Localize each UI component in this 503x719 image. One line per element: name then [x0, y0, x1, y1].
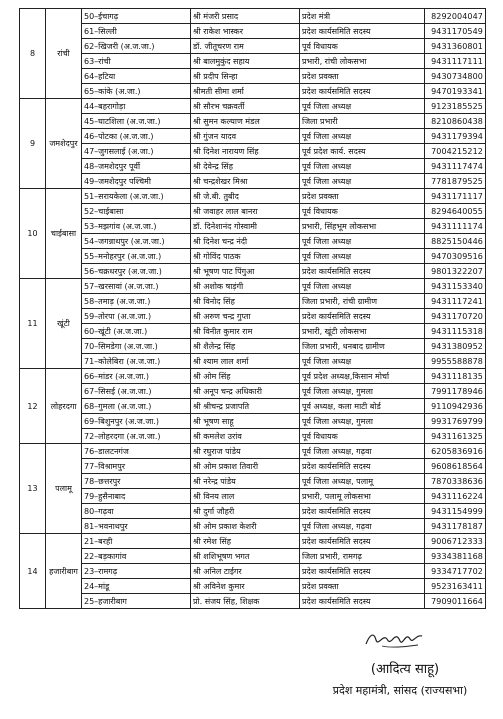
table-row	[20, 489, 486, 504]
designation-cell: जिला प्रभारी	[300, 114, 425, 129]
person-name-cell: श्री ओम सिंह	[191, 369, 300, 384]
phone-cell: 9608618564	[425, 459, 486, 474]
phone-cell: 9431380952	[425, 339, 486, 354]
person-name-cell: प्रो. संजय सिंह, शिक्षक	[191, 594, 300, 609]
person-name-cell: श्री भूषण साहू	[191, 414, 300, 429]
designation-cell: जिला प्रभारी, धनबाद ग्रामीण	[300, 339, 425, 354]
table-row	[20, 69, 486, 84]
constituency-cell: 50–ईचागढ़	[82, 9, 191, 24]
table-row	[20, 279, 486, 294]
phone-cell: 9430734800	[425, 69, 486, 84]
person-name-cell: श्री रमेश सिंह	[191, 534, 300, 549]
person-name-cell: श्री राकेश भास्कर	[191, 24, 300, 39]
person-name-cell: श्री अशोक षाड़ंगी	[191, 279, 300, 294]
designation-cell: प्रभारी, सिंहभूम लोकसभा	[300, 219, 425, 234]
phone-cell: 9431117241	[425, 294, 486, 309]
designation-cell: प्रदेश कार्यसमिति सदस्य	[300, 594, 425, 609]
constituency-cell: 59–तोरपा (अ.ज.जा.)	[82, 309, 191, 324]
table-row	[20, 369, 486, 384]
person-name-cell: श्री कमलेश उरांव	[191, 429, 300, 444]
designation-cell: पूर्व जिला अध्यक्ष, गुमला	[300, 414, 425, 429]
constituency-table	[19, 8, 486, 609]
phone-cell: 9523163411	[425, 579, 486, 594]
person-name-cell: श्री दिनेश चन्द्र नंदी	[191, 234, 300, 249]
designation-cell: प्रदेश प्रवक्ता	[300, 579, 425, 594]
district-cell: लोहरदगा	[46, 369, 82, 444]
person-name-cell: श्री सुमन कल्याण मंडल	[191, 114, 300, 129]
phone-cell: 7991178946	[425, 384, 486, 399]
constituency-cell: 21–बरही	[82, 534, 191, 549]
serial-number-cell: 9	[20, 99, 46, 189]
district-cell: पलामू	[46, 444, 82, 534]
serial-number-cell: 12	[20, 369, 46, 444]
phone-cell: 9431115318	[425, 324, 486, 339]
person-name-cell: श्री विनय लाल	[191, 489, 300, 504]
constituency-cell: 57–खरसावां (अ.ज.जा.)	[82, 279, 191, 294]
table-row	[20, 534, 486, 549]
designation-cell: प्रदेश कार्यसमिति सदस्य	[300, 264, 425, 279]
designation-cell: पूर्व जिला अध्यक्ष	[300, 279, 425, 294]
table-row	[20, 114, 486, 129]
phone-cell: 8292004047	[425, 9, 486, 24]
table-row	[20, 324, 486, 339]
table-row	[20, 144, 486, 159]
district-cell: हजारीबाग	[46, 534, 82, 609]
constituency-cell: 54–जगन्नाथपुर (अ.ज.जा.)	[82, 234, 191, 249]
designation-cell: पूर्व जिला अध्यक्ष, गुमला	[300, 384, 425, 399]
phone-cell: 7909011664	[425, 594, 486, 609]
table-row	[20, 354, 486, 369]
handwritten-signature	[360, 626, 430, 652]
phone-cell: 9431117474	[425, 159, 486, 174]
constituency-cell: 63–रांची	[82, 54, 191, 69]
phone-cell: 9431154999	[425, 504, 486, 519]
serial-number-cell: 10	[20, 189, 46, 279]
serial-number-cell: 13	[20, 444, 46, 534]
designation-cell: पूर्व विधायक	[300, 39, 425, 54]
constituency-cell: 66–मांडर (अ.ज.जा.)	[82, 369, 191, 384]
table-row	[20, 294, 486, 309]
constituency-cell: 69–बिशुनपुर (अ.ज.जा.)	[82, 414, 191, 429]
person-name-cell: श्री गुंजन यादव	[191, 129, 300, 144]
designation-cell: प्रदेश कार्यसमिति सदस्य	[300, 84, 425, 99]
phone-cell: 9431170549	[425, 24, 486, 39]
serial-number-cell: 11	[20, 279, 46, 369]
person-name-cell: श्री अनिल टाईगर	[191, 564, 300, 579]
designation-cell: प्रदेश कार्यसमिति सदस्य	[300, 24, 425, 39]
constituency-cell: 81–भवनाथपुर	[82, 519, 191, 534]
person-name-cell: श्री अनूप चन्द्र अधिकारी	[191, 384, 300, 399]
designation-cell: पूर्व जिला अध्यक्ष	[300, 159, 425, 174]
phone-cell: 9334381168	[425, 549, 486, 564]
phone-cell: 9431118135	[425, 369, 486, 384]
phone-cell: 9931769799	[425, 414, 486, 429]
designation-cell: प्रभारी, खूंटी लोकसभा	[300, 324, 425, 339]
person-name-cell: श्री विनोद सिंह	[191, 294, 300, 309]
table-row	[20, 384, 486, 399]
phone-cell: 8210860438	[425, 114, 486, 129]
constituency-cell: 49–जमशेदपुर पश्चिमी	[82, 174, 191, 189]
table-row	[20, 549, 486, 564]
constituency-cell: 70–सिमडेगा (अ.ज.जा.)	[82, 339, 191, 354]
constituency-cell: 61–सिल्ली	[82, 24, 191, 39]
constituency-cell: 45–घाटशिला (अ.ज.जा.)	[82, 114, 191, 129]
person-name-cell: श्री चन्द्रशेखर मिश्रा	[191, 174, 300, 189]
designation-cell: प्रदेश कार्यसमिति सदस्य	[300, 504, 425, 519]
phone-cell: 7004215212	[425, 144, 486, 159]
phone-cell: 9431111174	[425, 219, 486, 234]
designation-cell: प्रदेश मंत्री	[300, 9, 425, 24]
designation-cell: पूर्व अध्यक्ष, कला माटी बोर्ड	[300, 399, 425, 414]
constituency-cell: 52–चाईबासा	[82, 204, 191, 219]
district-cell: जमशेदपुर	[46, 99, 82, 189]
signatory-title: प्रदेश महामंत्री, सांसद (राज्यसभा)	[332, 684, 468, 697]
person-name-cell: श्री सौरभ चक्रवर्ती	[191, 99, 300, 114]
serial-number-cell: 8	[20, 9, 46, 99]
phone-cell: 9470309516	[425, 249, 486, 264]
phone-cell: 9431170720	[425, 309, 486, 324]
table-row	[20, 579, 486, 594]
phone-cell: 9431117111	[425, 54, 486, 69]
designation-cell: पूर्व जिला अध्यक्ष	[300, 354, 425, 369]
constituency-cell: 79–हुसैनाबाद	[82, 489, 191, 504]
district-cell: चाईबासा	[46, 189, 82, 279]
person-name-cell: श्री ओम प्रकाश तिवारी	[191, 459, 300, 474]
person-name-cell: श्री शैलेन्द्र सिंह	[191, 339, 300, 354]
designation-cell: पूर्व जिला अध्यक्ष	[300, 99, 425, 114]
constituency-cell: 48–जमशेदपुर पूर्वी	[82, 159, 191, 174]
table-row	[20, 399, 486, 414]
district-cell: खूंटी	[46, 279, 82, 369]
table-row	[20, 174, 486, 189]
person-name-cell: श्री दिनेश नारायण सिंह	[191, 144, 300, 159]
designation-cell: पूर्व जिला अध्यक्ष	[300, 129, 425, 144]
table-row	[20, 459, 486, 474]
designation-cell: प्रदेश कार्यसमिति सदस्य	[300, 459, 425, 474]
phone-cell: 9431179394	[425, 129, 486, 144]
person-name-cell: श्री जे.बी. तुबीद	[191, 189, 300, 204]
phone-cell: 8825150446	[425, 234, 486, 249]
table-row	[20, 9, 486, 24]
person-name-cell: श्री प्रदीप सिन्हा	[191, 69, 300, 84]
person-name-cell: श्री अरुण चन्द्र गुप्ता	[191, 309, 300, 324]
constituency-cell: 53–मझगांव (अ.ज.जा.)	[82, 219, 191, 234]
designation-cell: पूर्व प्रदेश कार्य. सदस्य	[300, 144, 425, 159]
table-row	[20, 594, 486, 609]
constituency-cell: 22–बड़कागांव	[82, 549, 191, 564]
person-name-cell: डॉ. दिनेशानंद गोस्वामी	[191, 219, 300, 234]
constituency-cell: 47–जुगसलाई (अ.जा.)	[82, 144, 191, 159]
constituency-cell: 72–लोहरदगा (अ.ज.जा.)	[82, 429, 191, 444]
table-row	[20, 519, 486, 534]
table-row	[20, 249, 486, 264]
designation-cell: पूर्व विधायक	[300, 204, 425, 219]
phone-cell: 9431178187	[425, 519, 486, 534]
designation-cell: पूर्व विधायक	[300, 429, 425, 444]
designation-cell: जिला प्रभारी, रांची ग्रामीण	[300, 294, 425, 309]
phone-cell: 9470193341	[425, 84, 486, 99]
constituency-cell: 46–पोटका (अ.ज.जा.)	[82, 129, 191, 144]
person-name-cell: श्री श्रीचन्द्र प्रजापति	[191, 399, 300, 414]
table-row	[20, 24, 486, 39]
person-name-cell: श्री दुर्गा जौहरी	[191, 504, 300, 519]
person-name-cell: श्री नरेन्द्र पांडेय	[191, 474, 300, 489]
person-name-cell: श्री रघुराज पांडेय	[191, 444, 300, 459]
signatory-name: (आदित्य साहू)	[370, 662, 440, 677]
person-name-cell: श्री जवाहर लाल बानरा	[191, 204, 300, 219]
constituency-cell: 62–खिजरी (अ.ज.जा.)	[82, 39, 191, 54]
designation-cell: पूर्व जिला अध्यक्ष, गढ़वा	[300, 519, 425, 534]
designation-cell: पूर्व जिला अध्यक्ष, पलामू	[300, 474, 425, 489]
person-name-cell: श्री भूषण पाट पिंगुआ	[191, 264, 300, 279]
person-name-cell: श्री अविनेश कुमार	[191, 579, 300, 594]
table-row	[20, 84, 486, 99]
phone-cell: 9123185525	[425, 99, 486, 114]
phone-cell: 7781879525	[425, 174, 486, 189]
person-name-cell: डॉ. जीतूचरण राम	[191, 39, 300, 54]
phone-cell: 6205836916	[425, 444, 486, 459]
person-name-cell: श्री विनीत कुमार राम	[191, 324, 300, 339]
person-name-cell: श्री ओम प्रकाश केशरी	[191, 519, 300, 534]
constituency-cell: 24–मांडू	[82, 579, 191, 594]
constituency-cell: 23–रामगढ़	[82, 564, 191, 579]
table-row	[20, 54, 486, 69]
phone-cell: 9801322207	[425, 264, 486, 279]
district-cell: रांची	[46, 9, 82, 99]
constituency-cell: 67–सिसई (अ.ज.जा.)	[82, 384, 191, 399]
designation-cell: प्रभारी, पलामू लोकसभा	[300, 489, 425, 504]
constituency-cell: 25–हजारीबाग	[82, 594, 191, 609]
constituency-cell: 58–तमाड़ (अ.ज.जा.)	[82, 294, 191, 309]
constituency-cell: 71–कोलेबिरा (अ.ज.जा.)	[82, 354, 191, 369]
constituency-cell: 77–विश्रामपुर	[82, 459, 191, 474]
table-row	[20, 564, 486, 579]
person-name-cell: श्री मंजरी प्रसाद	[191, 9, 300, 24]
phone-cell: 8294640055	[425, 204, 486, 219]
table-row	[20, 414, 486, 429]
designation-cell: पूर्व जिला अध्यक्ष	[300, 234, 425, 249]
table-body	[20, 9, 486, 609]
phone-cell: 9431360801	[425, 39, 486, 54]
phone-cell: 9431153340	[425, 279, 486, 294]
constituency-cell: 80–गढ़वा	[82, 504, 191, 519]
table-row	[20, 39, 486, 54]
table-row	[20, 159, 486, 174]
table-row	[20, 444, 486, 459]
designation-cell: पूर्व जिला अध्यक्ष, गढ़वा	[300, 444, 425, 459]
constituency-cell: 78–छत्तरपुर	[82, 474, 191, 489]
designation-cell: पूर्व जिला अध्यक्ष	[300, 249, 425, 264]
table-row	[20, 264, 486, 279]
person-name-cell: श्री बालमुकुंद सहाय	[191, 54, 300, 69]
table-row	[20, 99, 486, 114]
constituency-cell: 56–चक्रधरपुर (अ.ज.जा.)	[82, 264, 191, 279]
phone-cell: 9110942936	[425, 399, 486, 414]
constituency-cell: 51–सरायकेला (अ.ज.जा.)	[82, 189, 191, 204]
designation-cell: प्रदेश प्रवक्ता	[300, 189, 425, 204]
designation-cell: प्रदेश कार्यसमिति सदस्य	[300, 564, 425, 579]
table-row	[20, 234, 486, 249]
designation-cell: जिला प्रभारी, रामगढ़	[300, 549, 425, 564]
constituency-cell: 44–बहरागोड़ा	[82, 99, 191, 114]
constituency-cell: 68–गुमला (अ.ज.जा.)	[82, 399, 191, 414]
designation-cell: प्रदेश प्रवक्ता	[300, 69, 425, 84]
phone-cell: 7870338636	[425, 474, 486, 489]
constituency-cell: 76–डालटनगंज	[82, 444, 191, 459]
designation-cell: प्रदेश कार्यसमिति सदस्य	[300, 309, 425, 324]
person-name-cell: श्रीमती सीमा शर्मा	[191, 84, 300, 99]
table-row	[20, 474, 486, 489]
designation-cell: प्रभारी, रांची लोकसभा	[300, 54, 425, 69]
table-row	[20, 189, 486, 204]
table-row	[20, 219, 486, 234]
person-name-cell: श्री शशिभूषण भगत	[191, 549, 300, 564]
phone-cell: 9006712333	[425, 534, 486, 549]
phone-cell: 9431116224	[425, 489, 486, 504]
phone-cell: 9955588878	[425, 354, 486, 369]
serial-number-cell: 14	[20, 534, 46, 609]
person-name-cell: श्री गोविंद पाठक	[191, 249, 300, 264]
table-row	[20, 429, 486, 444]
constituency-cell: 65–कांके (अ.जा.)	[82, 84, 191, 99]
constituency-cell: 60–खूंटी (अ.ज.जा.)	[82, 324, 191, 339]
phone-cell: 9431171117	[425, 189, 486, 204]
table-row	[20, 309, 486, 324]
designation-cell: पूर्व जिला अध्यक्ष	[300, 174, 425, 189]
table-row	[20, 339, 486, 354]
designation-cell: प्रदेश कार्यसमिति सदस्य	[300, 534, 425, 549]
table-row	[20, 204, 486, 219]
person-name-cell: श्री श्याम लाल शर्मा	[191, 354, 300, 369]
person-name-cell: श्री देवेन्द्र सिंह	[191, 159, 300, 174]
constituency-cell: 64–हटिया	[82, 69, 191, 84]
table-row	[20, 129, 486, 144]
constituency-cell: 55–मनोहरपुर (अ.ज.जा.)	[82, 249, 191, 264]
designation-cell: पूर्व प्रदेश अध्यक्ष,किसान मोर्चा	[300, 369, 425, 384]
table-row	[20, 504, 486, 519]
phone-cell: 9431161325	[425, 429, 486, 444]
phone-cell: 9334717702	[425, 564, 486, 579]
